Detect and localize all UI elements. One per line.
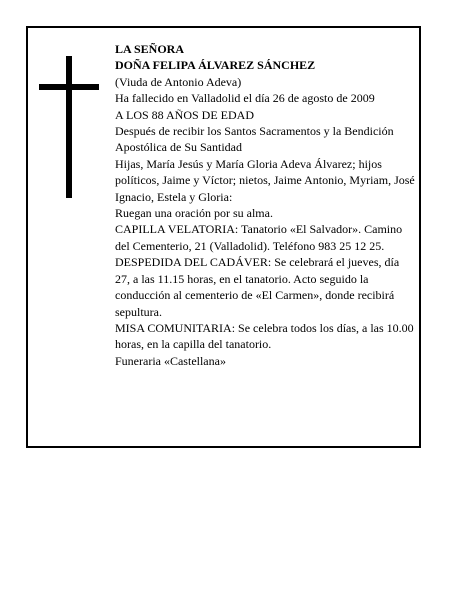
funeral-home: Funeraria «Castellana»: [115, 353, 226, 368]
prayer-request: Ruegan una oración por su alma.: [115, 206, 273, 221]
cross-vertical-bar: [66, 56, 72, 198]
farewell-info: DESPEDIDA DEL CADÁVER: Se celebrará el jueves, día 27, a las 11.15 horas, en el tanatorio. Acto seguido la conducción al cementerio de «El Carmen», donde recibirá sepultura.: [115, 255, 400, 319]
cross-icon: [39, 56, 99, 198]
widow-of: (Viuda de Antonio Adeva): [115, 74, 242, 89]
obituary-notice: [26, 26, 421, 448]
sacraments-statement: Después de recibir los Santos Sacramentos y la Bendición Apostólica de Su Santidad: [115, 124, 394, 155]
mass-info: MISA COMUNITARIA: Se celebra todos los días, a las 10.00 horas, en la capilla del tanatorio.: [115, 320, 414, 352]
chapel-info: CAPILLA VELATORIA: Tanatorio «El Salvador». Camino del Cementerio, 21 (Valladolid). Teléfono 983 25 12 25.: [115, 222, 403, 253]
death-statement: Ha fallecido en Valladolid el día 26 de agosto de 2009: [115, 91, 375, 106]
cross-horizontal-bar: [39, 84, 99, 90]
title-line: LA SEÑORA: [115, 42, 185, 56]
deceased-name: DOÑA FELIPA ÁLVAREZ SÁNCHEZ: [115, 58, 316, 73]
notice-text: [115, 41, 415, 369]
age-statement: A LOS 88 AÑOS DE EDAD: [115, 107, 255, 122]
family-list: Hijas, María Jesús y María Gloria Adeva Álvarez; hijos políticos, Jaime y Víctor; nietos, Jaime Antonio, Myriam, José Ignacio, Estela y Gloria:: [115, 156, 415, 204]
